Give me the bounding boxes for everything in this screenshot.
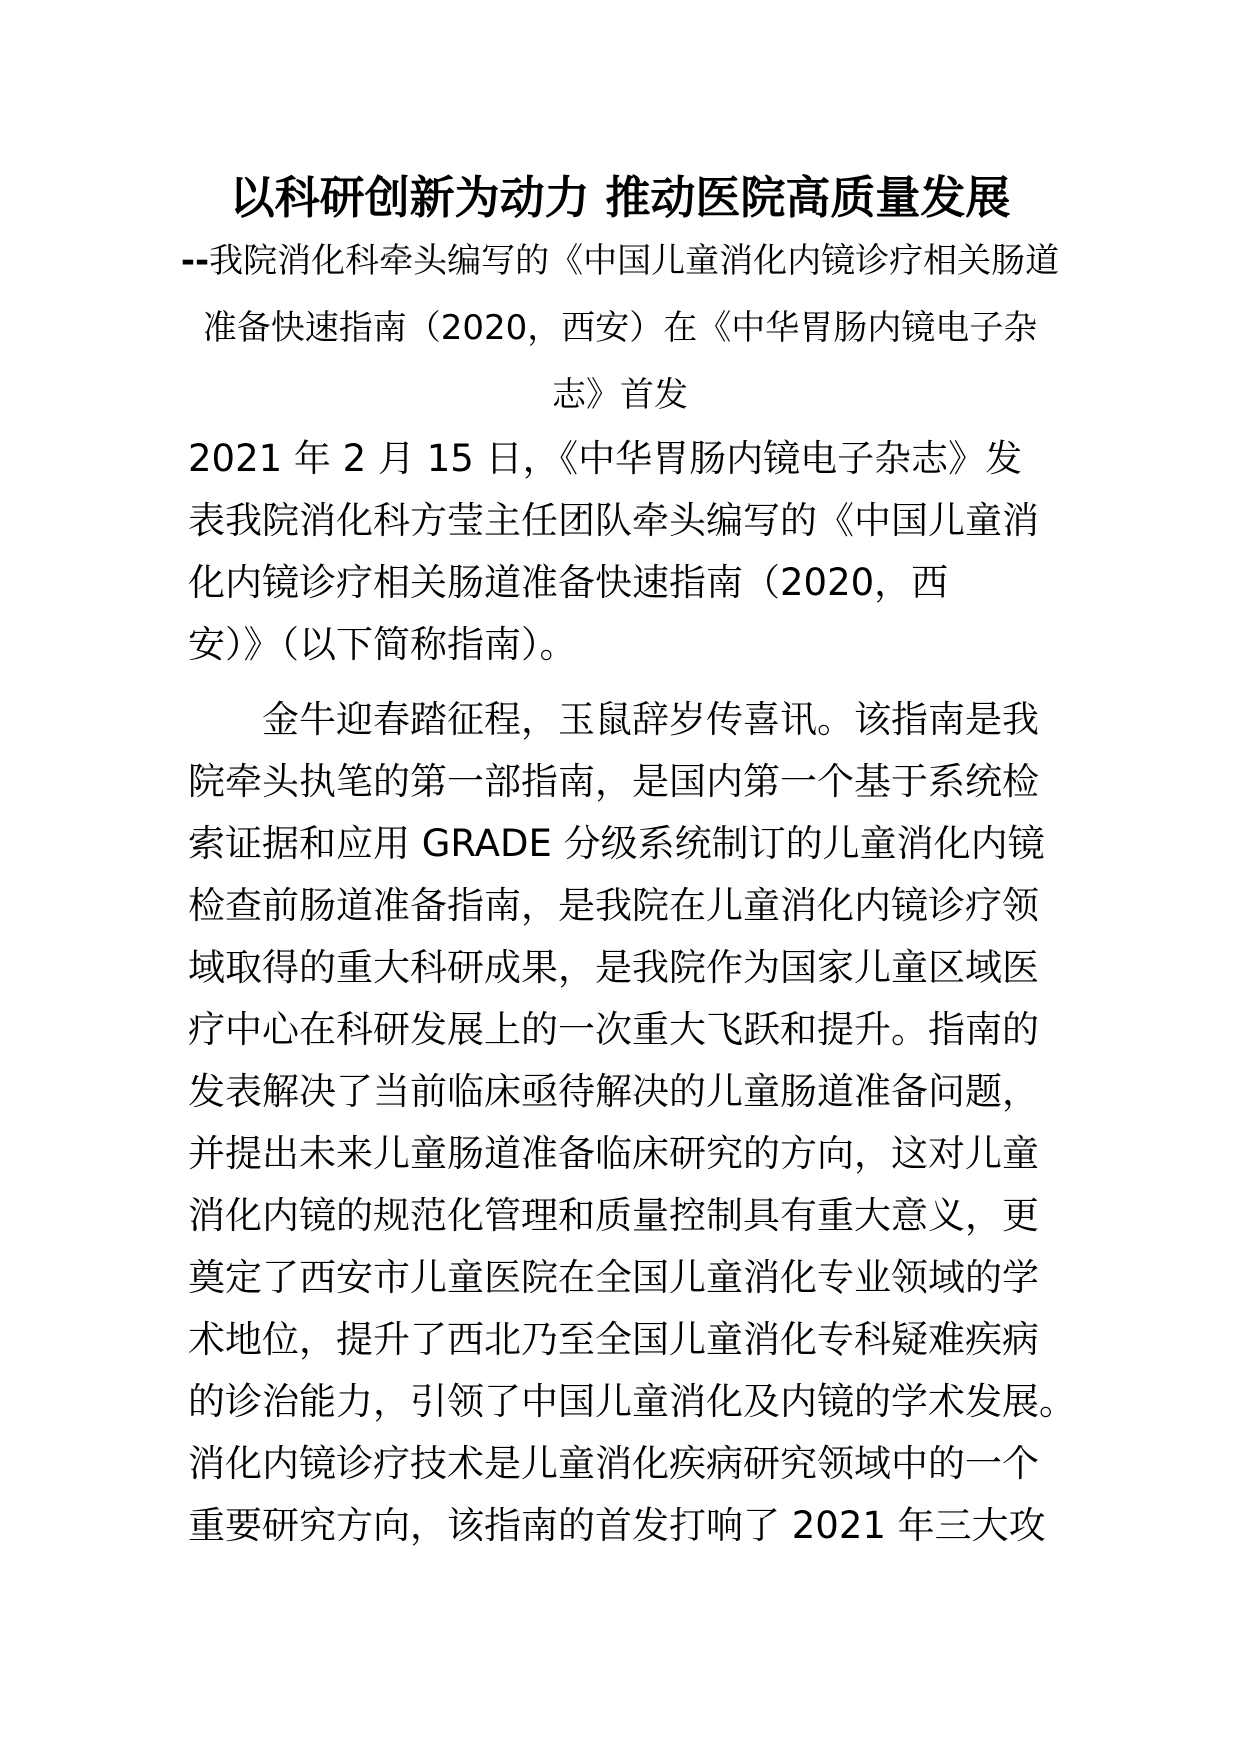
subtitle-dash: -- [180, 241, 210, 281]
paragraph-1-line: 表我院消化科方莹主任团队牵头编写的《中国儿童消 [188, 499, 1039, 542]
paragraph-2-line: 奠定了西安市儿童医院在全国儿童消化专业领域的学 [188, 1256, 1039, 1299]
paragraph-1-line: 化内镜诊疗相关肠道准备快速指南（2020，西 [188, 561, 949, 604]
document-title: 以科研创新为动力 推动医院高质量发展 [229, 171, 1011, 224]
paragraph-2-line: 院牵头执笔的第一部指南，是国内第一个基于系统检 [188, 760, 1039, 803]
paragraph-2-line: 重要研究方向，该指南的首发打响了 2021 年三大攻 [188, 1504, 1046, 1547]
paragraph-2-line: 疗中心在科研发展上的一次重大飞跃和提升。指南的 [188, 1008, 1039, 1051]
paragraph-2-line: 消化内镜的规范化管理和质量控制具有重大意义，更 [188, 1194, 1039, 1237]
subtitle-line-1-text: 我院消化科牵头编写的《中国儿童消化内镜诊疗相关肠道 [209, 241, 1060, 281]
paragraph-2-line: 术地位，提升了西北乃至全国儿童消化专科疑难疾病 [188, 1318, 1039, 1361]
paragraph-2-line: 金牛迎春踏征程，玉鼠辞岁传喜讯。该指南是我 [188, 698, 1039, 741]
subtitle-line-3: 志》首发 [552, 375, 688, 415]
paragraph-2-line: 并提出未来儿童肠道准备临床研究的方向，这对儿童 [188, 1132, 1039, 1175]
paragraph-2-line: 域取得的重大科研成果，是我院作为国家儿童区域医 [188, 946, 1039, 989]
subtitle-line-2: 准备快速指南（2020，西安）在《中华胃肠内镜电子杂 [202, 308, 1038, 348]
paragraph-1-line: 安）》（以下简称指南）。 [188, 623, 577, 666]
subtitle-line-1 [150, 236, 1090, 286]
paragraph-2-line: 发表解决了当前临床亟待解决的儿童肠道准备问题， [188, 1070, 1039, 1113]
paragraph-2-line: 消化内镜诊疗技术是儿童消化疾病研究领域中的一个 [188, 1442, 1039, 1485]
paragraph-2-line: 检查前肠道准备指南，是我院在儿童消化内镜诊疗领 [188, 884, 1039, 927]
paragraph-1-line: 2021 年 2 月 15 日，《中华胃肠内镜电子杂志》发 [188, 437, 1023, 480]
paragraph-2-line: 索证据和应用 GRADE 分级系统制订的儿童消化内镜 [188, 822, 1045, 865]
paragraph-2-line: 的诊治能力，引领了中国儿童消化及内镜的学术发展。 [188, 1380, 1076, 1423]
